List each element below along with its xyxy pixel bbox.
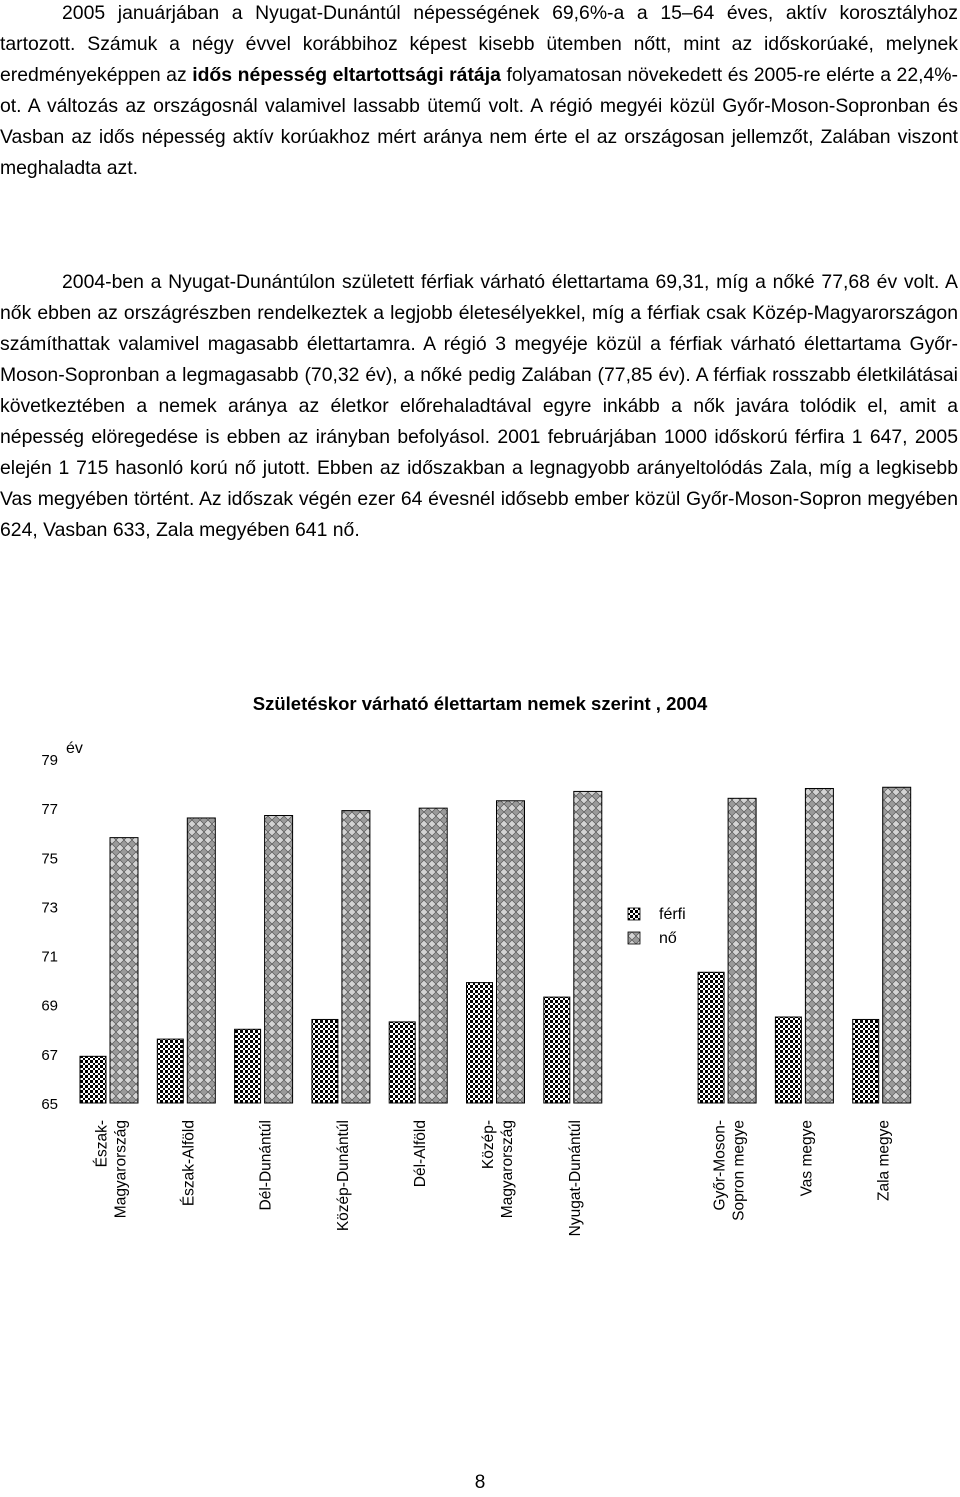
y-tick-label: 71 — [41, 948, 58, 966]
bar-no — [187, 818, 215, 1103]
y-tick-label: 79 — [41, 752, 58, 769]
paragraph-1-text-b: folyamatosan növekedett és 2005-re elérte a 22,4%-ot. A változás az országosnál valamivel lassabb ütemű volt. A régió megyéi közül Győr-Moson-Sopronban és Vasban az idős népesség aktív korúakhoz mért aránya nem érte el az országosan jellemzőt, Zalában viszont meghaladta azt. — [0, 64, 958, 179]
category-label: Magyarország — [112, 1120, 130, 1219]
page-number: 8 — [474, 1472, 486, 1493]
bar-no — [497, 801, 525, 1103]
category-label: Nyugat-Dunántúl — [566, 1120, 584, 1237]
y-tick-label: 67 — [41, 1046, 58, 1064]
category-label: Közép- — [480, 1120, 497, 1170]
category-label: Győr-Moson- — [711, 1120, 729, 1211]
paragraph-1 — [0, 0, 958, 184]
bar-no — [110, 838, 138, 1103]
bar-no — [728, 798, 756, 1103]
paragraph-1-text-a: 2005 januárjában a Nyugat-Dunántúl népességének 69,6%-a a 15–64 éves, aktív korosztályhoz tartozott. Számuk a négy évvel korábbihoz képest kisebb ütemben nőtt, mint az időskorúaké, melynek eredményeképpen az — [0, 2, 958, 86]
bar-ferfi — [467, 983, 493, 1103]
life-expectancy-chart — [0, 680, 960, 1280]
y-tick-label: 69 — [41, 997, 58, 1015]
chart-title: Születéskor várható élettartam nemek szerint , 2004 — [252, 693, 708, 714]
category-label: Dél-Alföld — [412, 1120, 430, 1188]
bar-ferfi — [235, 1029, 261, 1103]
bar-ferfi — [312, 1019, 338, 1103]
bar-ferfi — [775, 1017, 801, 1103]
bar-no — [883, 787, 911, 1103]
category-label: Magyarország — [499, 1120, 516, 1219]
legend-label: férfi — [659, 906, 686, 923]
bar-no — [265, 816, 293, 1103]
category-label: Észak-Alföld — [180, 1120, 198, 1207]
legend-swatch-ferfi — [628, 908, 640, 920]
bar-ferfi — [389, 1022, 415, 1103]
paragraph-1-bold-term: idős népesség eltartottsági rátája — [192, 64, 501, 86]
category-label: Sopron megye — [730, 1120, 748, 1221]
bar-ferfi — [80, 1056, 106, 1103]
category-label: Észak- — [93, 1120, 111, 1168]
legend-label: nő — [659, 930, 677, 947]
category-label: Zala megye — [875, 1120, 893, 1201]
bar-ferfi — [544, 997, 570, 1103]
bar-no — [805, 788, 833, 1103]
category-label: Dél-Dunántúl — [257, 1120, 275, 1211]
category-label: Közép-Dunántúl — [334, 1120, 352, 1232]
y-tick-label: 75 — [41, 850, 58, 868]
bar-no — [342, 811, 370, 1103]
bar-no — [419, 808, 447, 1103]
y-tick-label: 73 — [41, 899, 58, 917]
bar-ferfi — [157, 1039, 183, 1103]
paragraph-2: 2004-ben a Nyugat-Dunántúlon született férfiak várható élettartama 69,31, míg a nőké 77,68 év volt. A nők ebben az országrészben rendelkeztek a legjobb életesélyekkel, míg a férfiak csak Közép-Magyarországon számíthattak valamivel magasabb élettartamra. A régió 3 megyéje közül a férfiak várható élettartama Győr-Moson-Sopronban a legmagasabb (70,32 év), a nőké pedig Zalában (77,85 év). A férfiak rosszabb életkilátásai következtében a nemek aránya az életkor előrehaladtával egyre inkább a nők javára tolódik el, amit a népesség elöregedése is ebben az irányban befolyásol. 2001 februárjában 1000 időskorú férfira 1 647, 2005 elején 1 715 hasonló korú nő jutott. Ebben az időszakban a legnagyobb arányeltolódás Zala, míg a legkisebb Vas megyében történt. Az időszak végén ezer 64 évesnél idősebb ember közül Győr-Moson-Sopron megyében 624, Vasban 633, Zala megyében 641 nő. — [0, 271, 958, 541]
bar-ferfi — [698, 972, 724, 1103]
y-tick-label: 65 — [41, 1096, 58, 1113]
category-label: Vas megye — [798, 1120, 816, 1197]
bar-ferfi — [853, 1019, 879, 1103]
y-axis-label: év — [66, 740, 83, 757]
y-tick-label: 77 — [41, 801, 58, 819]
bar-no — [574, 791, 602, 1103]
legend-swatch-no — [628, 932, 640, 944]
chart-svg — [0, 680, 960, 1280]
